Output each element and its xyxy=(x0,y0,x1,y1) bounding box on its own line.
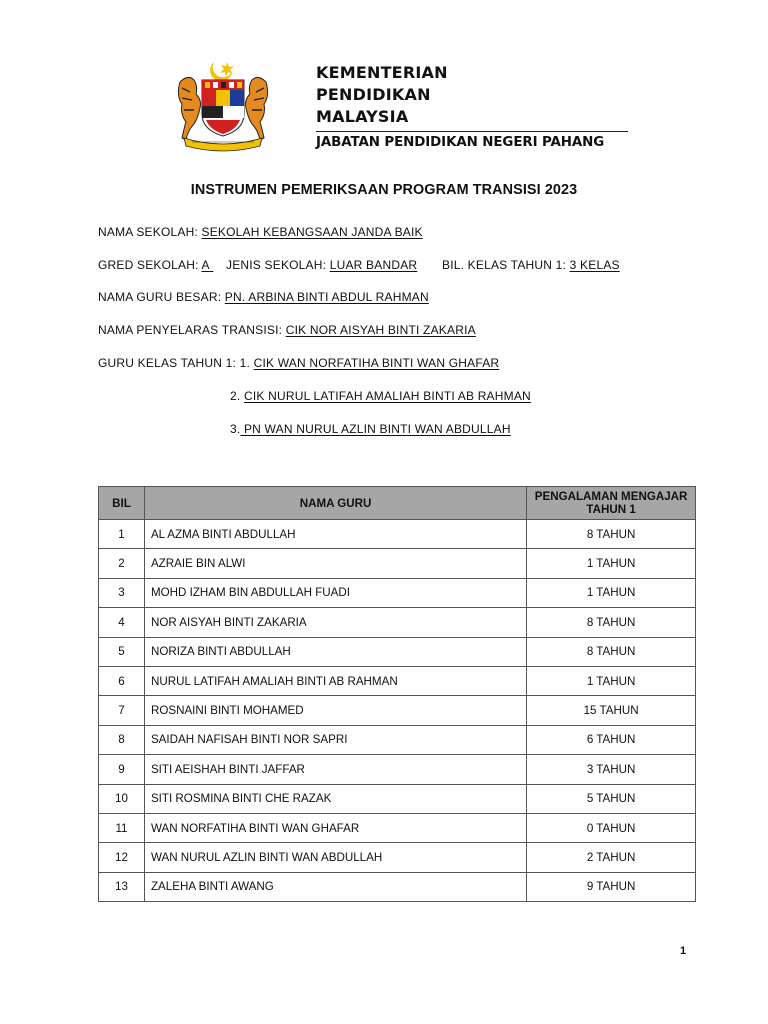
headmaster-field xyxy=(98,290,429,304)
class-teachers-label: GURU KELAS TAHUN 1: xyxy=(98,356,237,370)
table-row xyxy=(99,578,696,607)
table-row xyxy=(99,872,696,901)
ministry-line-3: MALAYSIA xyxy=(316,107,409,126)
row-number: 1 xyxy=(99,520,145,549)
table-row xyxy=(99,784,696,813)
table-row xyxy=(99,520,696,549)
class-teacher-2-field xyxy=(230,389,531,403)
teacher-name: ROSNAINI BINTI MOHAMED xyxy=(144,696,526,725)
class-teacher-1-number: 1. xyxy=(239,356,251,370)
ministry-divider xyxy=(316,131,628,132)
table-row xyxy=(99,549,696,578)
header-experience-line2: TAHUN 1 xyxy=(586,503,636,516)
row-number: 10 xyxy=(99,784,145,813)
coordinator-label: NAMA PENYELARAS TRANSISI: xyxy=(98,323,283,337)
teacher-name: NOR AISYAH BINTI ZAKARIA xyxy=(144,608,526,637)
year1-classes-value: 3 KELAS xyxy=(569,258,620,272)
teaching-experience: 0 TAHUN xyxy=(527,813,696,842)
ministry-block xyxy=(316,62,628,152)
table-row xyxy=(99,755,696,784)
header-name: NAMA GURU xyxy=(144,487,526,520)
teacher-name: WAN NORFATIHA BINTI WAN GHAFAR xyxy=(144,813,526,842)
teacher-name: AL AZMA BINTI ABDULLAH xyxy=(144,520,526,549)
malaysia-coat-of-arms-icon xyxy=(174,58,272,154)
school-grade-field xyxy=(98,258,213,272)
class-teacher-3-field xyxy=(230,422,511,436)
table-row xyxy=(99,608,696,637)
school-type-label: JENIS SEKOLAH: xyxy=(226,258,327,272)
teaching-experience: 8 TAHUN xyxy=(527,637,696,666)
row-number: 2 xyxy=(99,549,145,578)
row-number: 13 xyxy=(99,872,145,901)
teacher-name: SITI AEISHAH BINTI JAFFAR xyxy=(144,755,526,784)
teaching-experience: 2 TAHUN xyxy=(527,843,696,872)
coordinator-value: CIK NOR AISYAH BINTI ZAKARIA xyxy=(285,323,476,337)
row-number: 5 xyxy=(99,637,145,666)
letterhead xyxy=(168,56,634,158)
row-number: 3 xyxy=(99,578,145,607)
school-name-field xyxy=(98,225,423,239)
document-title: INSTRUMEN PEMERIKSAAN PROGRAM TRANSISI 2023 xyxy=(190,182,578,198)
class-teacher-1-name: CIK WAN NORFATIHA BINTI WAN GHAFAR xyxy=(253,356,500,370)
teacher-name: NURUL LATIFAH AMALIAH BINTI AB RAHMAN xyxy=(144,666,526,695)
row-number: 4 xyxy=(99,608,145,637)
teaching-experience: 8 TAHUN xyxy=(527,608,696,637)
table-row xyxy=(99,813,696,842)
row-number: 6 xyxy=(99,666,145,695)
headmaster-label: NAMA GURU BESAR: xyxy=(98,290,222,304)
class-teacher-2-number: 2. xyxy=(230,389,241,403)
teacher-name: SITI ROSMINA BINTI CHE RAZAK xyxy=(144,784,526,813)
teacher-name: AZRAIE BIN ALWI xyxy=(144,549,526,578)
school-name-label: NAMA SEKOLAH: xyxy=(98,225,198,239)
teacher-name: SAIDAH NAFISAH BINTI NOR SAPRI xyxy=(144,725,526,754)
coordinator-field xyxy=(98,323,476,337)
header-bil: BIL xyxy=(99,487,145,520)
class-teacher-1-field xyxy=(98,356,499,370)
school-grade-label: GRED SEKOLAH: xyxy=(98,258,199,272)
teacher-name: WAN NURUL AZLIN BINTI WAN ABDULLAH xyxy=(144,843,526,872)
headmaster-value: PN. ARBINA BINTI ABDUL RAHMAN xyxy=(224,290,429,304)
row-number: 11 xyxy=(99,813,145,842)
teacher-experience-table xyxy=(98,486,696,902)
teaching-experience: 5 TAHUN xyxy=(527,784,696,813)
header-experience xyxy=(527,487,696,520)
school-grade-value: A xyxy=(201,258,210,272)
teacher-name: NORIZA BINTI ABDULLAH xyxy=(144,637,526,666)
teaching-experience: 6 TAHUN xyxy=(527,725,696,754)
department-name: JABATAN PENDIDIKAN NEGERI PAHANG xyxy=(316,135,605,150)
row-number: 8 xyxy=(99,725,145,754)
teaching-experience: 1 TAHUN xyxy=(527,666,696,695)
class-teacher-2-name: CIK NURUL LATIFAH AMALIAH BINTI AB RAHMAN xyxy=(243,389,531,403)
table-row xyxy=(99,725,696,754)
page-number: 1 xyxy=(680,945,687,957)
teacher-name: MOHD IZHAM BIN ABDULLAH FUADI xyxy=(144,578,526,607)
teacher-name: ZALEHA BINTI AWANG xyxy=(144,872,526,901)
table-row xyxy=(99,696,696,725)
teaching-experience: 8 TAHUN xyxy=(527,520,696,549)
class-teacher-3-number: 3. xyxy=(230,422,241,436)
teaching-experience: 1 TAHUN xyxy=(527,549,696,578)
row-number: 12 xyxy=(99,843,145,872)
ministry-line-2: PENDIDIKAN xyxy=(316,85,431,104)
year1-classes-label: BIL. KELAS TAHUN 1: xyxy=(442,258,567,272)
header-experience-line1: PENGALAMAN MENGAJAR xyxy=(534,490,688,503)
ministry-line-1: KEMENTERIAN xyxy=(316,63,448,82)
school-type-value: LUAR BANDAR xyxy=(329,258,418,272)
table-header-row xyxy=(99,487,696,520)
class-teacher-3-name: PN WAN NURUL AZLIN BINTI WAN ABDULLAH xyxy=(240,422,511,436)
school-name-value: SEKOLAH KEBANGSAAN JANDA BAIK xyxy=(201,225,423,239)
table-row xyxy=(99,666,696,695)
teaching-experience: 9 TAHUN xyxy=(527,872,696,901)
school-type-field xyxy=(226,258,417,272)
row-number: 9 xyxy=(99,755,145,784)
teaching-experience: 15 TAHUN xyxy=(527,696,696,725)
table-row xyxy=(99,637,696,666)
year1-classes-field xyxy=(442,258,620,272)
teaching-experience: 3 TAHUN xyxy=(527,755,696,784)
row-number: 7 xyxy=(99,696,145,725)
table-row xyxy=(99,843,696,872)
teaching-experience: 1 TAHUN xyxy=(527,578,696,607)
